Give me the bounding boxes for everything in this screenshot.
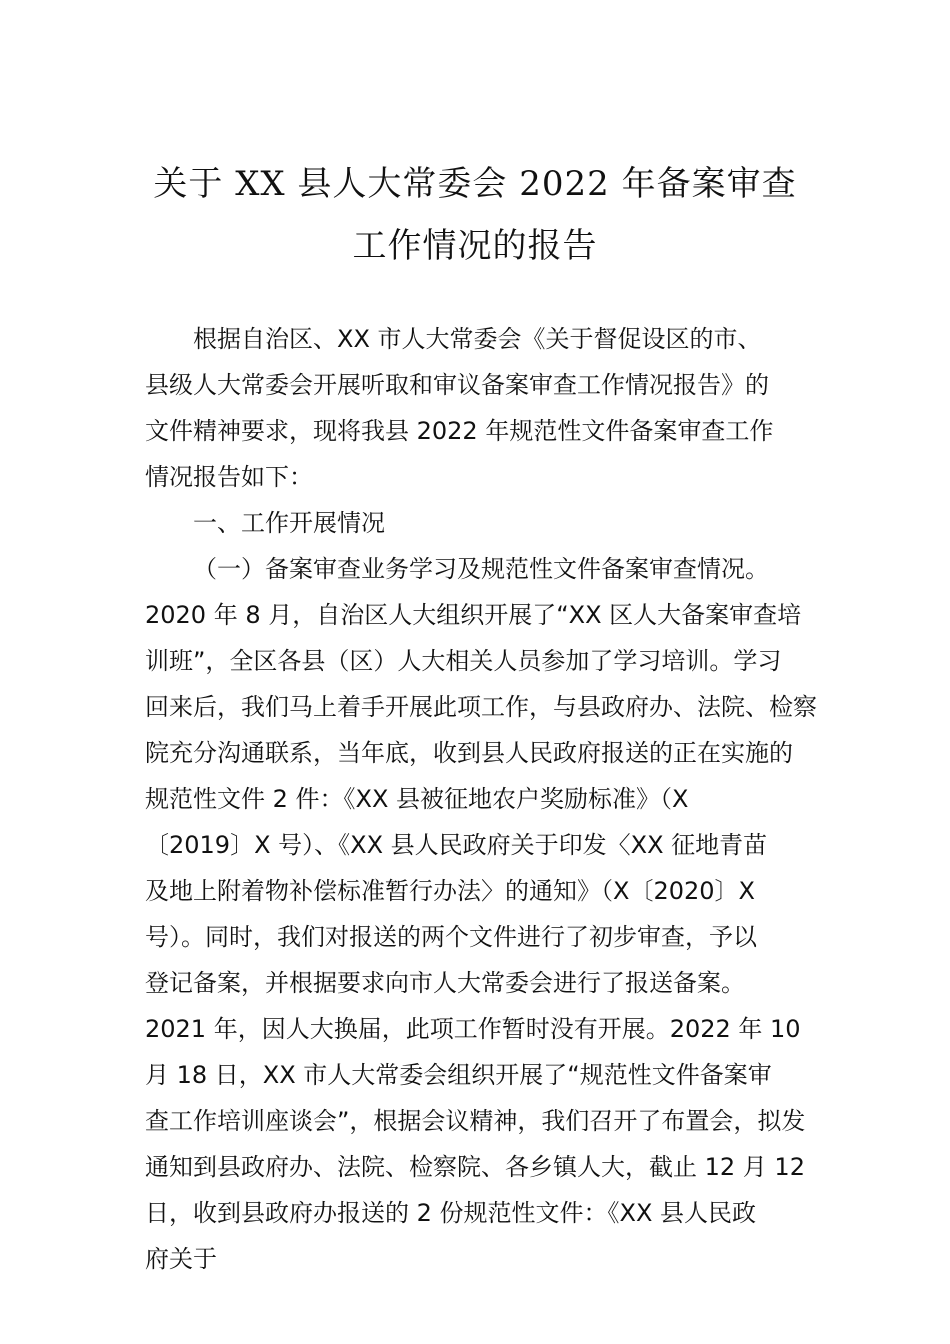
- paragraph-line: 回来后，我们马上着手开展此项工作，与县政府办、法院、检察: [145, 693, 817, 721]
- paragraph-line: 登记备案，并根据要求向市人大常委会进行了报送备案。: [145, 969, 745, 997]
- paragraph-line: 〔2019〕X 号）、《XX 县人民政府关于印发〈XX 征地青苗: [145, 831, 768, 859]
- paragraph-line: 情况报告如下：: [145, 463, 313, 491]
- paragraph-line: 院充分沟通联系，当年底，收到县人民政府报送的正在实施的: [145, 739, 793, 767]
- paragraph-line: 及地上附着物补偿标准暂行办法〉的通知》（X〔2020〕X: [145, 877, 755, 905]
- paragraph-line: 月 18 日，XX 市人大常委会组织开展了“规范性文件备案审: [145, 1061, 772, 1089]
- report-title-line-1: 关于 XX 县人大常委会 2022 年备案审查: [153, 164, 797, 204]
- paragraph-line: 号）。同时，我们对报送的两个文件进行了初步审查，予以: [145, 923, 757, 951]
- report-title-line-2: 工作情况的报告: [352, 226, 598, 266]
- paragraph-line: 训班”，全区各县（区）人大相关人员参加了学习培训。学习: [145, 647, 782, 675]
- paragraph-line: 府关于: [145, 1245, 217, 1273]
- paragraph-line: 根据自治区、XX 市人大常委会《关于督促设区的市、: [193, 325, 762, 353]
- subsection-heading: （一）备案审查业务学习及规范性文件备案审查情况。: [193, 555, 769, 583]
- paragraph-line: 日，收到县政府办报送的 2 份规范性文件：《XX 县人民政: [145, 1199, 757, 1227]
- report-body: [145, 316, 817, 1282]
- paragraph-line: 2020 年 8 月，自治区人大组织开展了“XX 区人大备案审查培: [145, 601, 802, 629]
- paragraph-line: 县级人大常委会开展听取和审议备案审查工作情况报告》的: [145, 371, 769, 399]
- section-heading: 一、工作开展情况: [193, 509, 385, 537]
- paragraph-line: 通知到县政府办、法院、检察院、各乡镇人大，截止 12 月 12: [145, 1153, 805, 1181]
- paragraph-line: 查工作培训座谈会”，根据会议精神，我们召开了布置会，拟发: [145, 1107, 806, 1135]
- paragraph-line: 规范性文件 2 件：《XX 县被征地农户奖励标准》（X: [145, 785, 689, 813]
- paragraph-line: 文件精神要求，现将我县 2022 年规范性文件备案审查工作: [145, 417, 774, 445]
- paragraph-line: 2021 年，因人大换届，此项工作暂时没有开展。2022 年 10: [145, 1015, 801, 1043]
